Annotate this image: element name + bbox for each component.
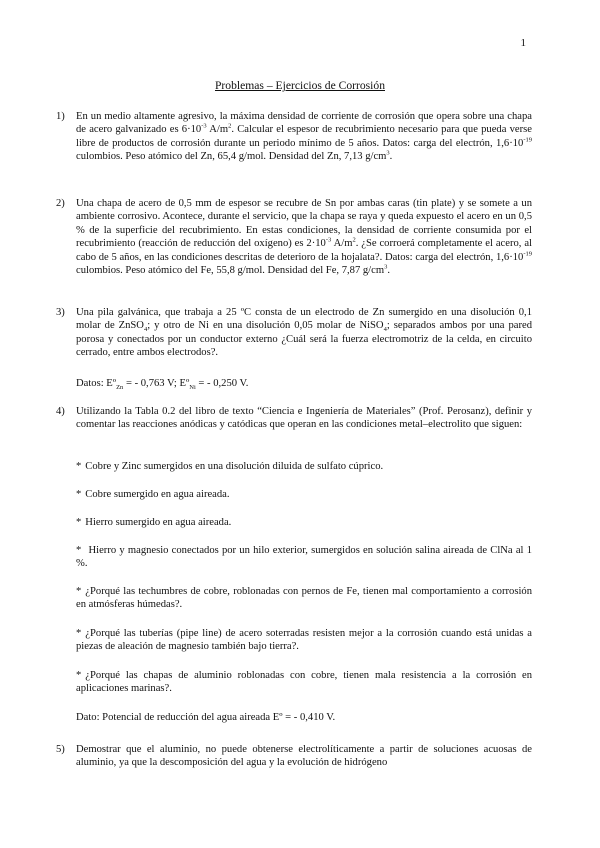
problem-number: 2): [56, 198, 65, 209]
list-item: * ¿Porqué las tuberías (pipe line) de acero soterradas resisten mejor a la corrosión cuando está unidas a piezas de aleación de magnesio también bajo tierra?.: [76, 628, 532, 653]
list-item: * Hierro y magnesio conectados por un hilo exterior, sumergidos en solución salina aireada de ClNa al 1 %.: [76, 545, 532, 570]
list-item: * Hierro sumergido en agua aireada.: [76, 517, 232, 528]
problem-number: 3): [56, 307, 65, 318]
problem-number: 5): [56, 744, 65, 755]
bullet-star: *: [76, 489, 82, 500]
list-item: * ¿Porqué las techumbres de cobre, roblonadas con pernos de Fe, tienen mal comportamiento a corrosión en atmósferas húmedas?.: [76, 586, 532, 611]
problem-number: 4): [56, 406, 65, 417]
problem-text: Demostrar que el aluminio, no puede obtenerse electrolíticamente a partir de soluciones acuosas de aluminio, ya que la descomposición del agua y la evolución de hidrógeno: [76, 744, 532, 769]
problem-text: Una chapa de acero de 0,5 mm de espesor se recubre de Sn por ambas caras (tin plate) y se somete a un ambiente corrosivo. Acontece, durante el servicio, que la chapa se raya y queda expuesto el acero en un 0,5 % de la superficie del recubrimiento. En estas condiciones, la densidad de corriente consumida por el recubrimiento (reacción de reducción del oxígeno) es $2\cdot 10^{-3}$ $A/m^2$. ¿Se corroerá completamente el acero, al cabo de 5 años, en las condiciones descritas de deterioro de la hojalata?. Datos: carga del electrón, $1,6\cdot 10^{-19}$ culombios. Peso atómico del Fe, 55,8 g/mol. Densidad del Fe, 7,87 $g/cm^3$.: [76, 198, 532, 277]
bullet-star: *: [76, 670, 82, 681]
problem-text: Una pila galvánica, que trabaja a 25 ºC consta de un electrodo de Zn sumergido en una disolución 0,1 molar de ZnSO$_4$; y otro de Ni en una disolución 0,05 molar de NiSO$_4$; separados ambos por una pared porosa y conectados por un conductor externo ¿Cuál será la fuerza electromotriz de la celda, en circuito cerrado, entre ambos electrodos?.: [76, 307, 532, 359]
problem-4-dato: Dato: Potencial de reducción del agua aireada Eº = - 0,410 V.: [76, 712, 336, 723]
problem-1: [56, 110, 532, 164]
bullet-star: *: [76, 461, 82, 472]
problem-text: Utilizando la Tabla 0.2 del libro de texto “Ciencia e Ingeniería de Materiales” (Prof. Perosanz), definir y comentar las reacciones anódicas y catódicas que operan en las condiciones metal–electrolito que siguen:: [76, 406, 532, 431]
list-item: * Cobre y Zinc sumergidos en una disolución diluida de sulfato cúprico.: [76, 461, 384, 472]
problem-number: 1): [56, 111, 65, 122]
bullet-star: *: [76, 586, 82, 597]
problem-5: [56, 743, 532, 770]
list-item: * ¿Porqué las chapas de aluminio roblonadas con cobre, tienen mala resistencia a la corrosión en aplicaciones marinas?.: [76, 670, 532, 695]
problem-text: En un medio altamente agresivo, la máxima densidad de corriente de corrosión que opera sobre una chapa de acero galvanizado es $6\cdot 10^{-3}$ $A/m^2$. Calcular el espesor de recubrimiento necesario para que pueda verse libre de productos de corrosión durante un periodo mínimo de 5 años. Datos: carga del electrón, $1,6\cdot 10^{-19}$ culombios. Peso atómico del Zn, 65,4 g/mol. Densidad del Zn, 7,13 $g/cm^3$.: [76, 111, 532, 163]
page-number: 1: [520, 37, 526, 49]
page-title: Problemas – Ejercicios de Corrosión: [214, 79, 385, 92]
problem-3-datos: Datos: Eº$_{Zn}$ = - 0,763 V; Eº$_{Ni}$ = - 0,250 V.: [76, 378, 249, 392]
problem-4: [56, 405, 532, 432]
list-item: * Cobre sumergido en agua aireada.: [76, 489, 230, 500]
bullet-star: *: [76, 517, 82, 528]
problem-3: [56, 306, 532, 360]
problem-2: [56, 197, 532, 277]
bullet-star: *: [76, 545, 82, 556]
bullet-star: *: [76, 628, 82, 639]
